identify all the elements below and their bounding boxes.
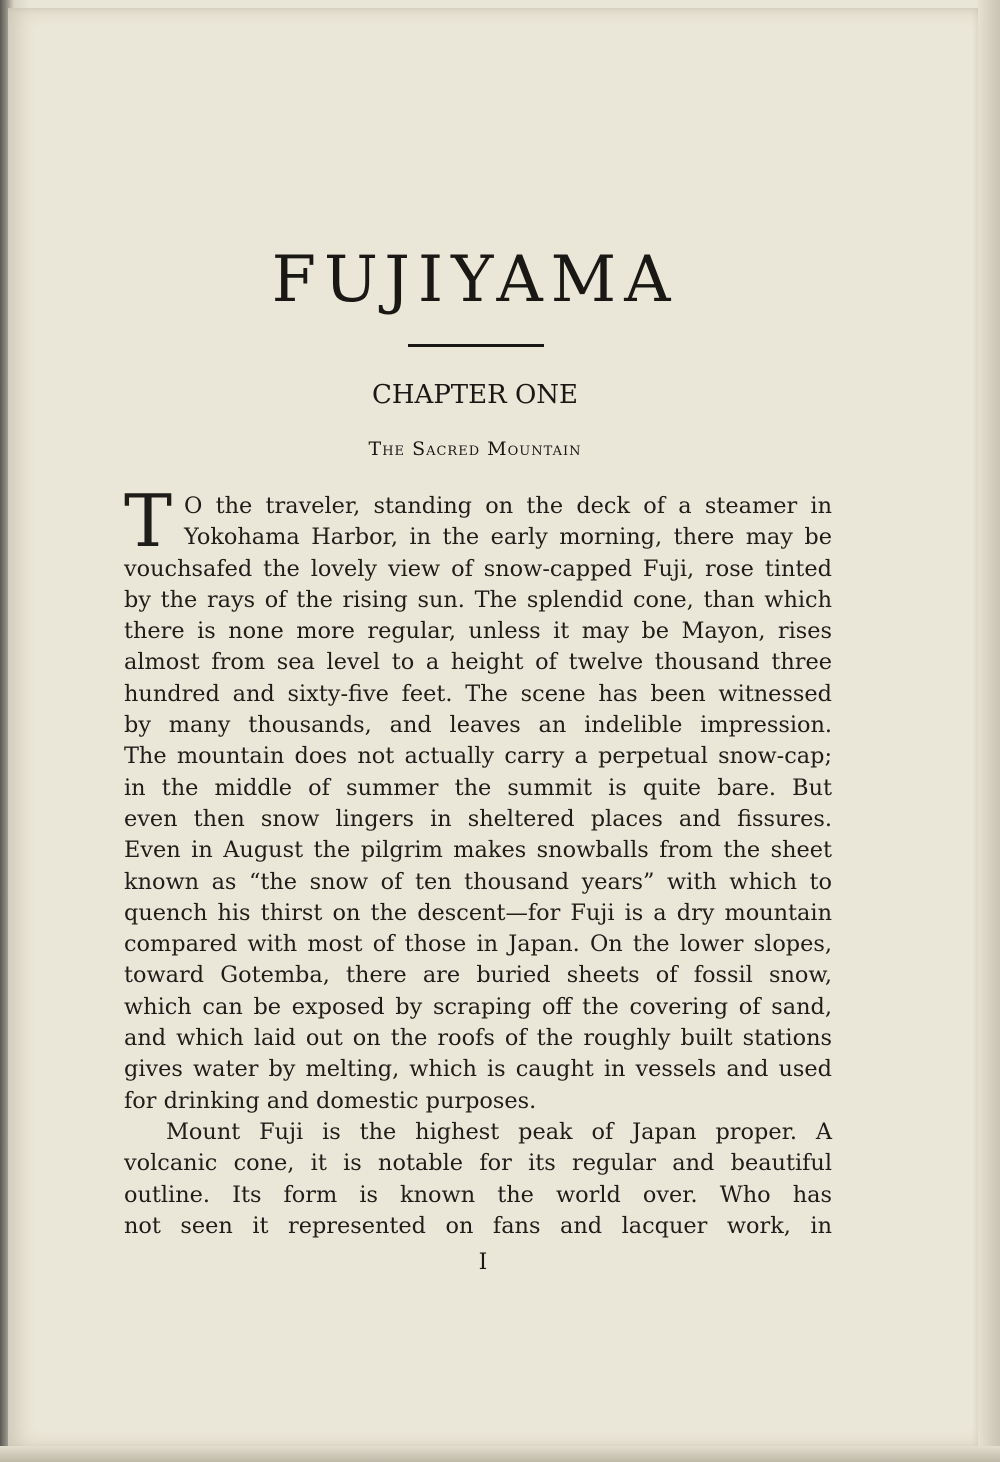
page-edge-right [978, 0, 1000, 1462]
text-line: in the middle of summer the summit is quite bare. But [124, 774, 832, 801]
text-line: by many thousands, and leaves an indelible impression. [124, 712, 832, 739]
text-line: volcanic cone, it is notable for its regular and beautiful [124, 1150, 832, 1177]
text-line: The mountain does not actually carry a perpetual snow-cap; [124, 743, 832, 770]
book-title: FUJIYAMA [271, 243, 679, 317]
text-line: for drinking and domestic purposes. [124, 1087, 537, 1114]
text-line: which can be exposed by scraping off the covering of sand, [124, 993, 832, 1020]
text-line: vouchsafed the lovely view of snow-capped Fuji, rose tinted [124, 555, 832, 582]
text-line: known as “the snow of ten thousand years” with which to [124, 868, 832, 895]
text-line: Yokohama Harbor, in the early morning, there may be [184, 524, 832, 551]
text-line: even then snow lingers in sheltered places and fissures. [124, 805, 832, 832]
text-line: gives water by melting, which is caught in vessels and used [124, 1056, 832, 1083]
text-line: almost from sea level to a height of twelve thousand three [124, 649, 832, 676]
chapter-subtitle: The Sacred Mountain [368, 438, 582, 460]
text-line: Even in August the pilgrim makes snowballs from the sheet [124, 837, 832, 864]
text-line: and which laid out on the roofs of the roughly built stations [124, 1025, 832, 1052]
title-rule [408, 344, 544, 347]
page-number: I [478, 1250, 488, 1275]
page-edge-bottom [0, 1446, 1000, 1462]
text-line: hundred and sixty-five feet. The scene has been witnessed [124, 680, 832, 707]
chapter-heading: CHAPTER ONE [371, 380, 579, 410]
drop-cap: T [124, 479, 173, 563]
text-line: toward Gotemba, there are buried sheets of fossil snow, [124, 962, 832, 989]
text-line: quench his thirst on the descent—for Fuji is a dry mountain [124, 899, 832, 926]
text-line: not seen it represented on fans and lacquer work, in [124, 1212, 832, 1239]
text-line: compared with most of those in Japan. On the lower slopes, [124, 931, 832, 958]
chapter-body [124, 479, 832, 1242]
text-line: O the traveler, standing on the deck of a steamer in [184, 493, 832, 519]
text-line: outline. Its form is known the world over. Who has [124, 1181, 832, 1208]
text-line: by the rays of the rising sun. The splendid cone, than which [124, 586, 832, 613]
text-line: Mount Fuji is the highest peak of Japan proper. A [166, 1118, 832, 1145]
text-line: there is none more regular, unless it may be Mayon, rises [124, 618, 832, 645]
